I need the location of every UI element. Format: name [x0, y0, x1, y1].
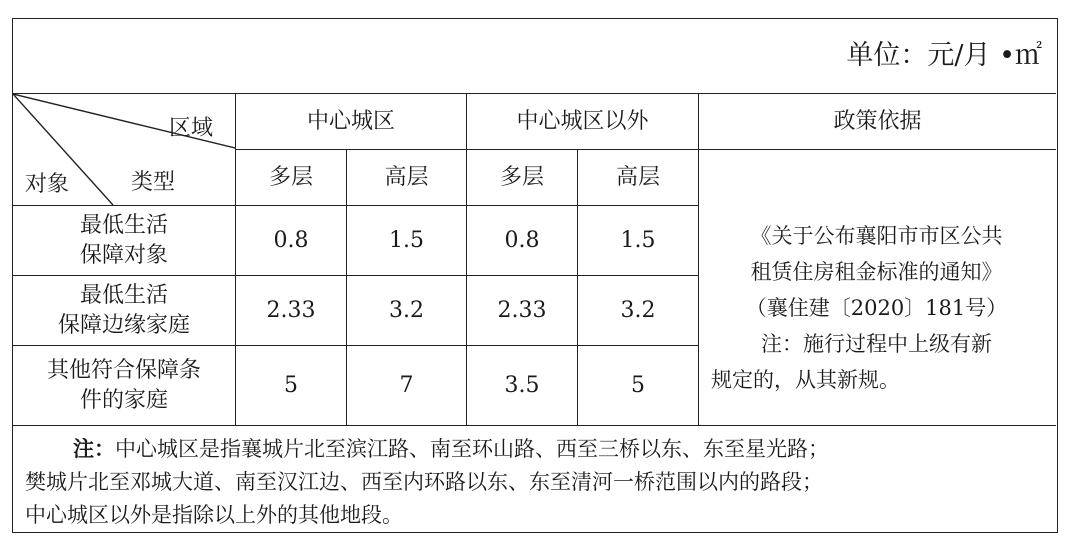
table-cell: 3.2 [578, 276, 699, 346]
table-cell: 3.2 [347, 276, 467, 346]
object-label: 对象 [25, 172, 70, 197]
subheader-multi-floor: 多层 [467, 150, 578, 206]
row-label [13, 206, 236, 276]
table-cell: 5 [578, 346, 699, 426]
subheader-high-floor: 高层 [347, 150, 467, 206]
unit-label [13, 19, 1056, 94]
unit-text: 单位：元/月 •㎡ [846, 40, 1042, 71]
header-policy-basis: 政策依据 [699, 94, 1056, 150]
row-label-line: 最低生活 [79, 212, 168, 238]
row-label-line: 保障边缘家庭 [57, 312, 190, 338]
policy-line: 规定的，从其新规。 [711, 368, 900, 392]
policy-line: 租赁住房租金标准的通知》 [750, 260, 1003, 284]
header-outside-city: 中心城区以外 [467, 94, 699, 150]
row-label [13, 276, 236, 346]
table-cell: 0.8 [467, 206, 578, 276]
row-label-line: 其他符合保障条 [46, 357, 201, 383]
table-cell: 5 [236, 346, 347, 426]
footnote-prefix: 注： [73, 436, 115, 461]
subheader-high-floor: 高层 [578, 150, 699, 206]
footnote-line [25, 432, 1038, 466]
table-cell: 0.8 [236, 206, 347, 276]
footnote-line: 中心城区以外是指除以上外的其他地段。 [25, 503, 403, 527]
subheader-multi-floor: 多层 [236, 150, 347, 206]
region-label: 区域 [169, 116, 214, 141]
table-cell: 1.5 [347, 206, 467, 276]
row-label-line: 保障对象 [79, 242, 168, 268]
row-label [13, 346, 236, 426]
header-center-city: 中心城区 [236, 94, 467, 150]
policy-basis-text [699, 150, 1056, 426]
table-cell: 2.33 [236, 276, 347, 346]
footnote-line: 樊城片北至邓城大道、南至汉江边、西至内环路以东、东至清河一桥范围以内的路段； [25, 470, 823, 494]
policy-line: （襄住建〔2020〕181号） [745, 296, 1008, 320]
rent-standard-table [12, 18, 1058, 533]
row-label-line: 件的家庭 [79, 387, 168, 413]
footnote-text: 中心城区是指襄城片北至滨江路、南至环山路、西至三桥以东、东至星光路； [115, 437, 829, 461]
policy-line: 注：施行过程中上级有新 [761, 332, 992, 356]
row-label-line: 最低生活 [79, 282, 168, 308]
policy-line: 《关于公布襄阳市市区公共 [750, 224, 1003, 248]
table-cell: 1.5 [578, 206, 699, 276]
table-cell: 2.33 [467, 276, 578, 346]
table-cell: 3.5 [467, 346, 578, 426]
table-cell: 7 [347, 346, 467, 426]
footnote [13, 426, 1056, 531]
type-label: 类型 [131, 170, 176, 195]
